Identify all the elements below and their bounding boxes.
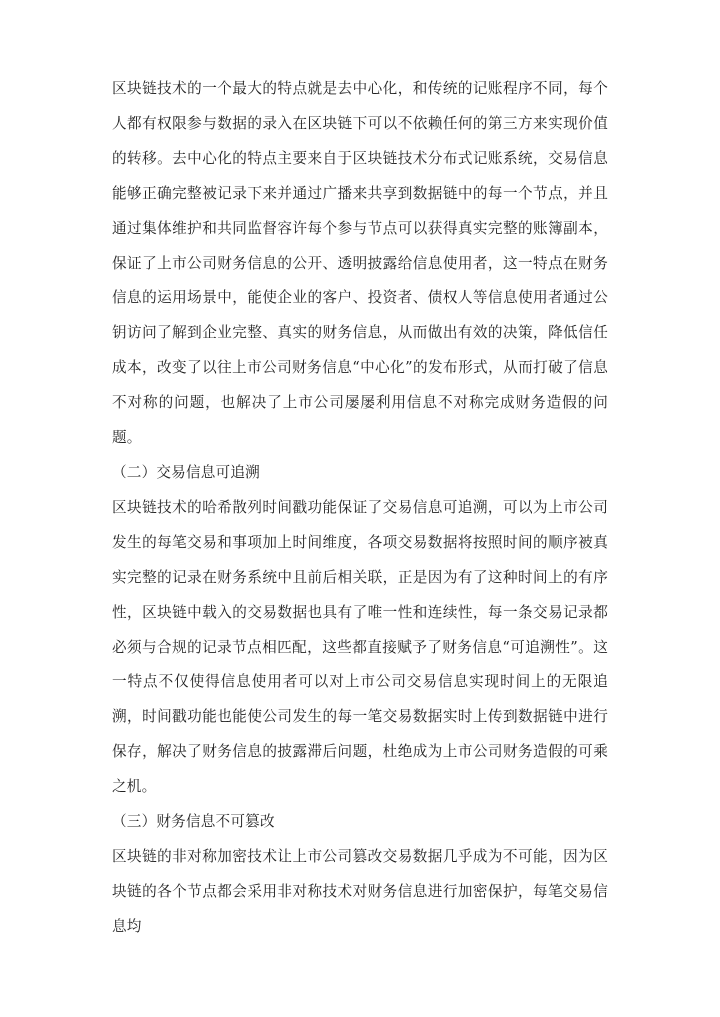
paragraph-decentralization: 区块链技术的一个最大的特点就是去中心化，和传统的记账程序不同，每个人都有权限参与数据的录入在区块链下可以不依赖任何的第三方来实现价值的转移。去中心化的特点主要来自于区块链技术分布式记账系统，交易信息能够正确完整被记录下来并通过广播来共享到数据链中的每一个节点，并且通过集体维护和共同监督容许每个参与节点可以获得真实完整的账簿副本，保证了上市公司财务信息的公开、透明披露给信息使用者，这一特点在财务信息的运用场景中，能使企业的客户、投资者、债权人等信息使用者通过公钥访问了解到企业完整、真实的财务信息，从而做出有效的决策，降低信任成本，改变了以往上市公司财务信息“中心化”的发布形式，从而打破了信息不对称的问题，也解决了上市公司屡屡利用信息不对称完成财务造假的问题。 — [112, 80, 608, 447]
paragraph-traceability: 区块链技术的哈希散列时间戳功能保证了交易信息可追溯，可以为上市公司发生的每笔交易和事项加上时间维度，各项交易数据将按照时间的顺序被真实完整的记录在财务系统中且前后相关联，正是因为有了这种时间上的有序性，区块链中载入的交易数据也具有了唯一性和连续性，每一条交易记录都必须与合规的记录节点相匹配，这些都直接赋予了财务信息“可追溯性”。这一特点不仅使得信息使用者可以对上市公司交易信息实现时间上的无限追溯，时间戳功能也能使公司发生的每一笔交易数据实时上传到数据链中进行保存，解决了财务信息的披露滞后问题，杜绝成为上市公司财务造假的可乘之机。 — [112, 498, 608, 796]
paragraph-immutability: 区块链的非对称加密技术让上市公司篡改交易数据几乎成为不可能，因为区块链的各个节点都会采用非对称技术对财务信息进行加密保护，每笔交易信息均 — [112, 847, 608, 935]
section-heading-immutability: （三）财务信息不可篡改 — [112, 813, 275, 831]
section-heading-traceability: （二）交易信息可追溯 — [112, 463, 260, 481]
document-body — [112, 72, 608, 945]
